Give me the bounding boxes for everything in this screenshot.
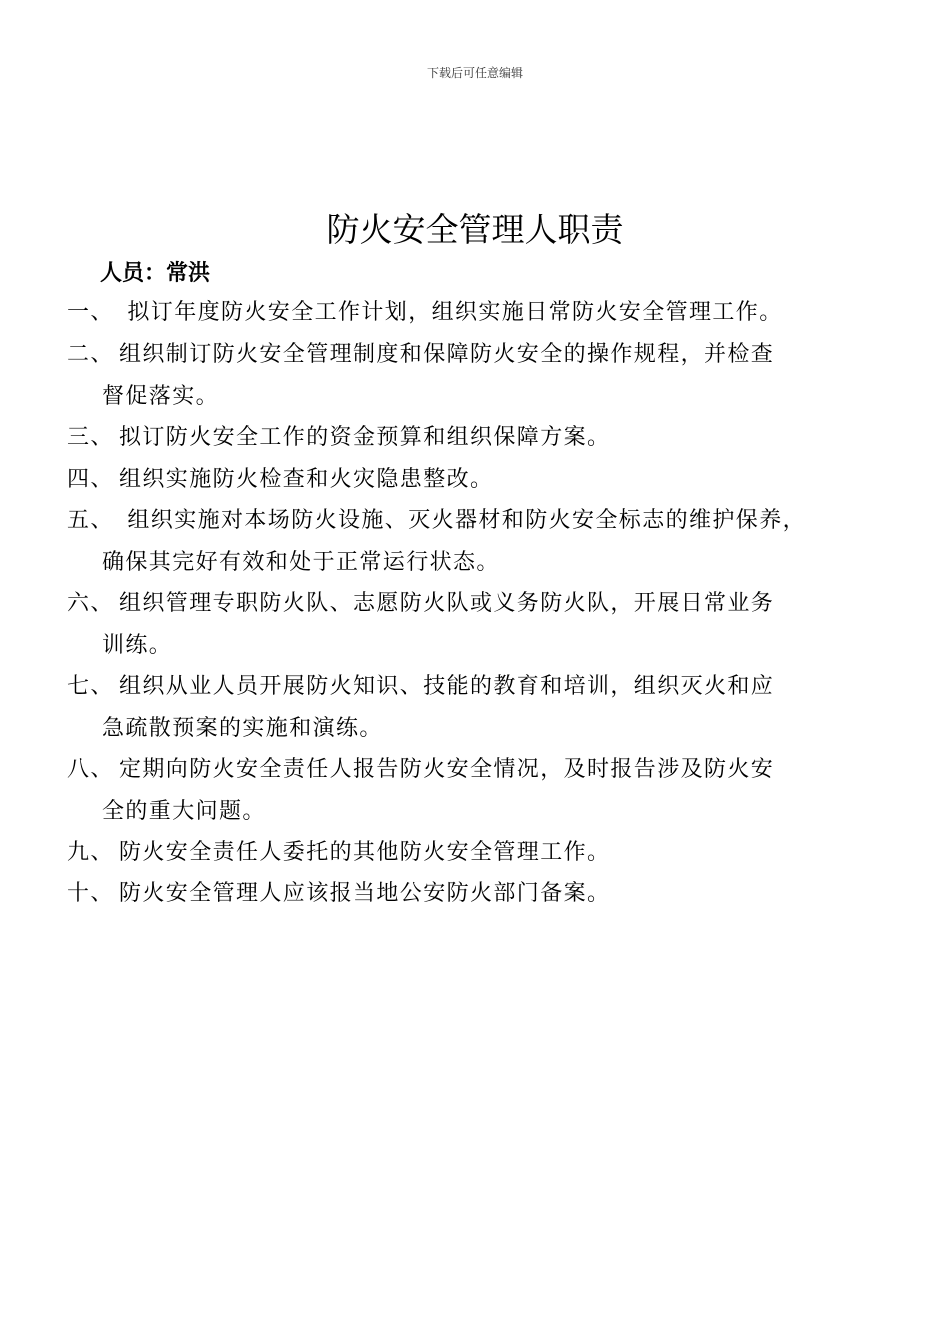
duty-item-10	[67, 873, 867, 915]
duty-item-continuation: 确保其完好有效和处于正常运行状态。	[102, 550, 500, 575]
duty-item-number: 六、	[67, 591, 114, 616]
duty-item-number: 八、	[67, 757, 114, 782]
duty-item-continuation: 训练。	[102, 633, 173, 658]
duty-item-text: 防火安全责任人委托的其他防火安全管理工作。	[119, 840, 611, 865]
duty-item-number: 十、	[67, 881, 114, 906]
page-header-note: 下载后可任意编辑	[426, 66, 523, 80]
duty-item-text: 防火安全管理人应该报当地公安防火部门备案。	[119, 881, 611, 906]
duty-item-number: 四、	[67, 467, 114, 492]
duty-item-5	[67, 500, 867, 584]
duty-item-number: 五、	[67, 508, 114, 533]
duty-item-number: 七、	[67, 674, 114, 699]
duty-item-continuation: 急疏散预案的实施和演练。	[102, 716, 383, 741]
personnel-line: 人员：常洪	[100, 261, 211, 286]
duty-item-text: 组织从业人员开展防火知识、技能的教育和培训，组织灭火和应	[119, 674, 775, 699]
duty-item-number: 九、	[67, 840, 114, 865]
duty-item-text: 组织制订防火安全管理制度和保障防火安全的操作规程，并检查	[119, 342, 775, 367]
duty-item-text: 定期向防火安全责任人报告防火安全情况，及时报告涉及防火安	[119, 757, 775, 782]
duty-item-continuation: 督促落实。	[102, 384, 220, 409]
duty-item-text: 组织实施防火检查和火灾隐患整改。	[119, 467, 494, 492]
duty-item-text: 组织管理专职防火队、志愿防火队或义务防火队，开展日常业务	[119, 591, 775, 616]
duty-item-7	[67, 666, 867, 750]
duty-item-6	[67, 583, 867, 667]
duty-item-8	[67, 749, 867, 833]
duty-item-1	[67, 292, 867, 334]
duty-item-number: 三、	[67, 425, 114, 450]
duty-item-4	[67, 459, 867, 501]
duty-item-text: 组织实施对本场防火设施、灭火器材和防火安全标志的维护保养，	[119, 508, 806, 533]
duty-item-continuation: 全的重大问题。	[102, 799, 266, 824]
duty-item-text: 拟订防火安全工作的资金预算和组织保障方案。	[119, 425, 611, 450]
document-title: 防火安全管理人职责	[326, 210, 624, 249]
duty-item-3	[67, 417, 867, 459]
duty-item-9	[67, 832, 867, 874]
duty-item-number: 一、	[67, 300, 114, 325]
duty-item-text: 拟订年度防火安全工作计划，组织实施日常防火安全管理工作。	[119, 300, 783, 325]
duty-item-number: 二、	[67, 342, 114, 367]
duty-item-2	[67, 334, 867, 418]
